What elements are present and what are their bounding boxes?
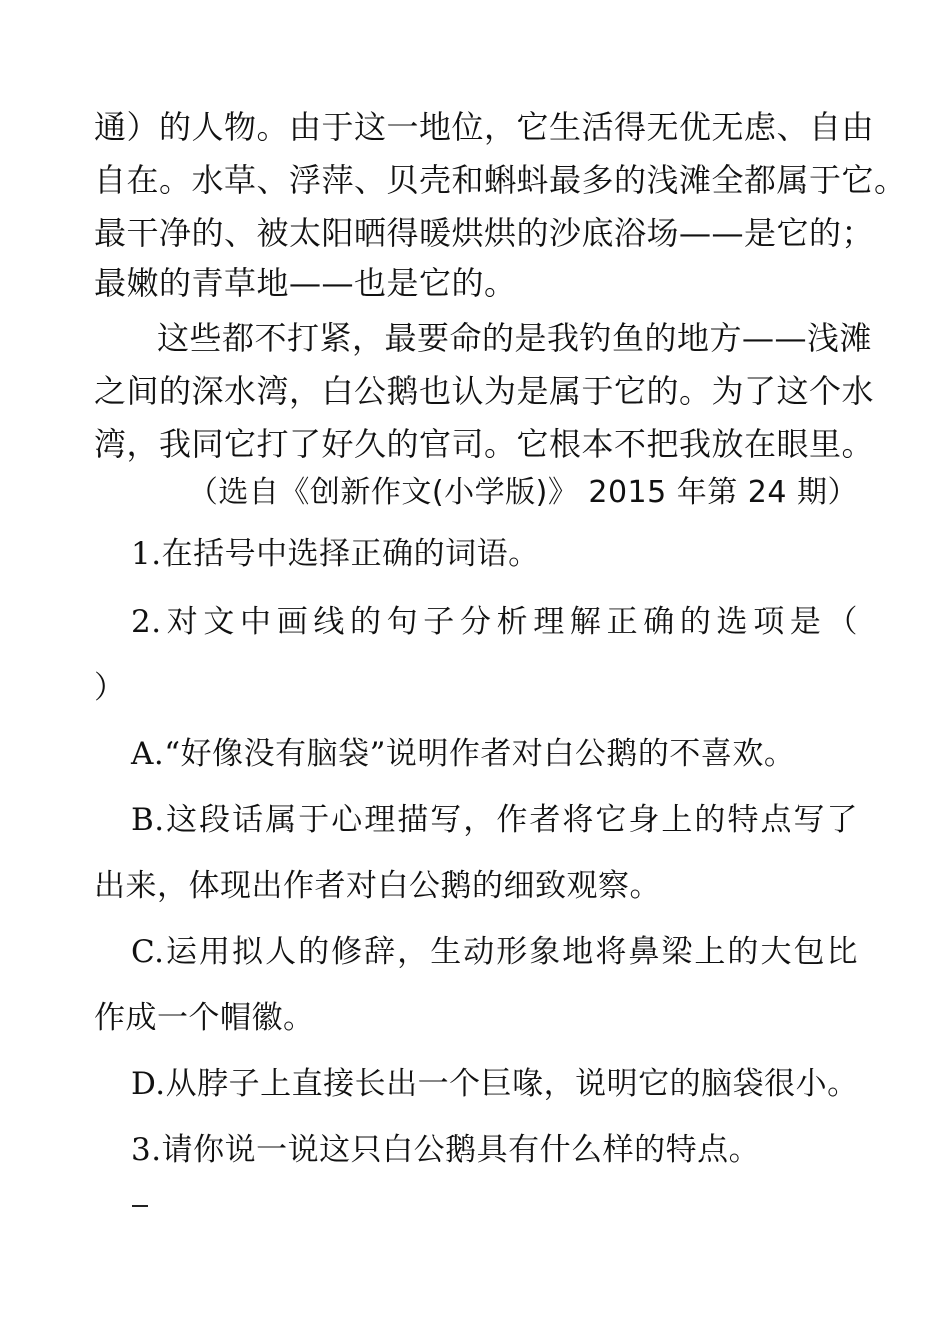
- passage-line-6: 之间的深水湾，白公鹅也认为是属于它的。为了这个水: [94, 372, 875, 410]
- passage-line-5: 这些都不打紧，最要命的是我钓鱼的地方——浅滩: [157, 319, 873, 357]
- option-b-line-1: B.这段话属于心理描写，作者将它身上的特点写了: [131, 802, 858, 838]
- option-a: A.“好像没有脑袋”说明作者对白公鹅的不喜欢。: [131, 736, 796, 772]
- passage-line-7: 湾，我同它打了好久的官司。它根本不把我放在眼里。: [94, 425, 875, 463]
- question-1: 1.在括号中选择正确的词语。: [131, 536, 540, 572]
- option-c-line-1: C.运用拟人的修辞，生动形象地将鼻梁上的大包比: [131, 934, 858, 970]
- question-2-line-2: ）: [94, 670, 126, 706]
- passage-line-3: 最干净的、被太阳晒得暖烘烘的沙底浴场——是它的；: [94, 214, 875, 252]
- passage-line-4: 最嫩的青草地——也是它的。: [94, 264, 517, 302]
- option-d: D.从脖子上直接长出一个巨喙，说明它的脑袋很小。: [131, 1066, 859, 1102]
- source-citation: （选自《创新作文(小学版)》 2015 年第 24 期）: [187, 475, 858, 510]
- passage-line-1: 通）的人物。由于这一地位，它生活得无优无虑、自由: [94, 108, 875, 146]
- passage-line-2: 自在。水草、浮萍、贝壳和蝌蚪最多的浅滩全都属于它。: [94, 161, 907, 199]
- question-2-line-1: 2.对文中画线的句子分析理解正确的选项是（: [131, 604, 858, 640]
- option-c-line-2: 作成一个帽徽。: [94, 1000, 315, 1036]
- question-3: 3.请你说一说这只白公鹅具有什么样的特点。: [131, 1132, 761, 1168]
- answer-blank-line: [132, 1205, 148, 1207]
- option-b-line-2: 出来，体现出作者对白公鹅的细致观察。: [94, 868, 661, 904]
